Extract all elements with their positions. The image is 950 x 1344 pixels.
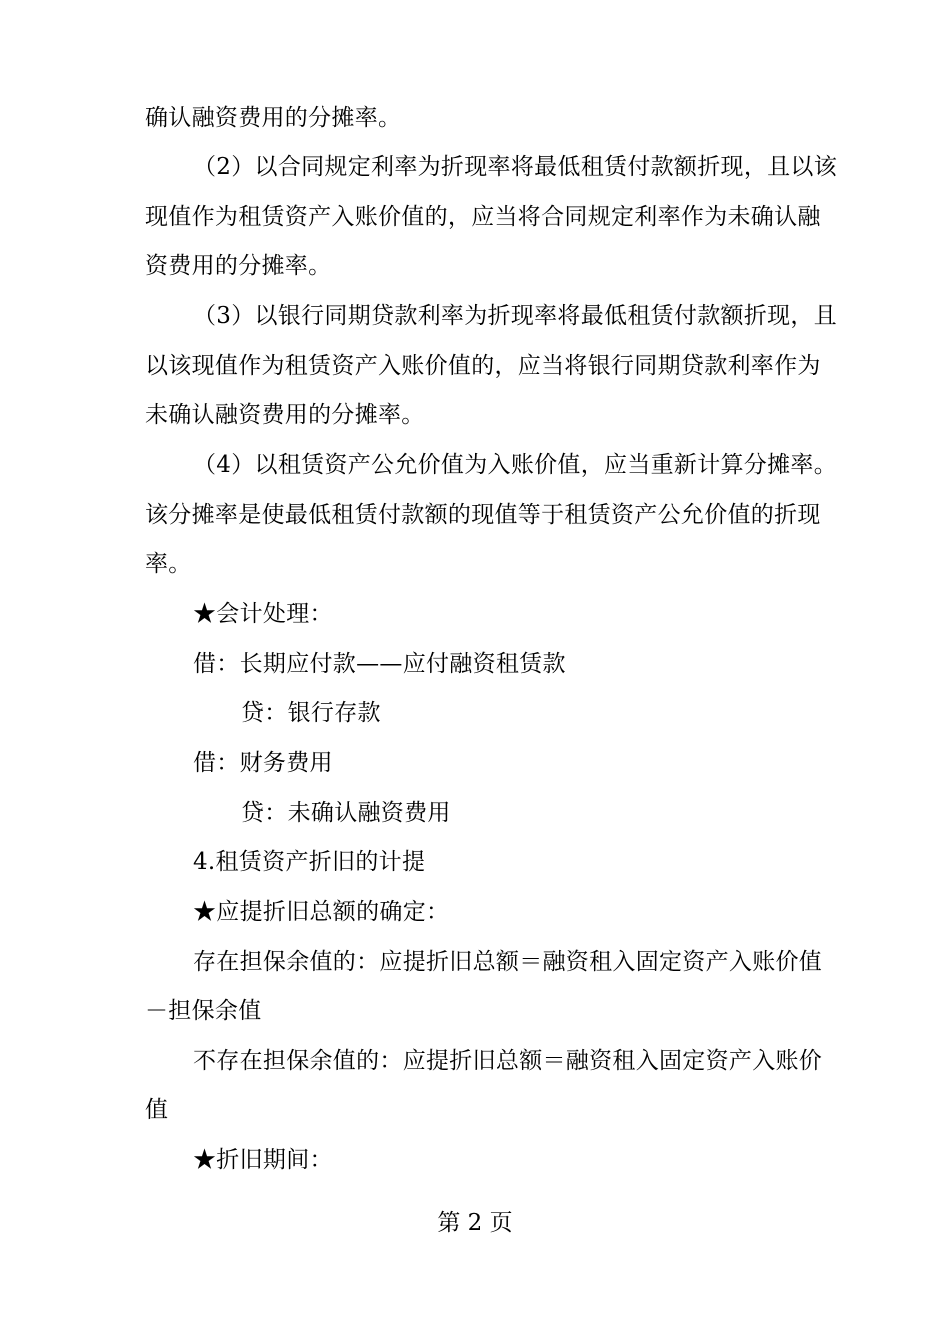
page-number: 第 2 页	[437, 1210, 513, 1236]
text-line: 存在担保余值的：应提折旧总额＝融资租入固定资产入账价值	[193, 949, 823, 975]
text-line: 值	[145, 1097, 169, 1123]
text-line: 贷：未确认融资费用	[241, 800, 451, 826]
text-line: 以该现值作为租赁资产入账价值的，应当将银行同期贷款利率作为	[145, 353, 821, 379]
text-line: 未确认融资费用的分摊率。	[145, 402, 425, 428]
text-line: （4）以租赁资产公允价值为入账价值，应当重新计算分摊率。	[193, 452, 838, 478]
text-line: 现值作为租赁资产入账价值的，应当将合同规定利率作为未确认融	[145, 204, 821, 230]
text-line: 借：财务费用	[193, 750, 333, 776]
text-line: 4.租赁资产折旧的计提	[193, 849, 426, 875]
text-line: （2）以合同规定利率为折现率将最低租赁付款额折现，且以该	[193, 154, 838, 180]
text-line: （3）以银行同期贷款利率为折现率将最低租赁付款额折现，且	[193, 303, 838, 329]
text-line: 不存在担保余值的：应提折旧总额＝融资租入固定资产入账价	[193, 1048, 823, 1074]
text-line: 贷：银行存款	[241, 700, 381, 726]
text-line: 确认融资费用的分摊率。	[145, 105, 402, 131]
text-line: ★折旧期间：	[193, 1147, 333, 1173]
text-line: ★应提折旧总额的确定：	[193, 899, 450, 925]
text-line: 该分摊率是使最低租赁付款额的现值等于租赁资产公允价值的折现	[145, 502, 821, 528]
text-line: －担保余值	[145, 998, 262, 1024]
text-line: 资费用的分摊率。	[145, 253, 332, 279]
text-line: ★会计处理：	[193, 601, 333, 627]
text-line: 率。	[145, 551, 192, 577]
text-line: 借：长期应付款——应付融资租赁款	[193, 651, 566, 677]
